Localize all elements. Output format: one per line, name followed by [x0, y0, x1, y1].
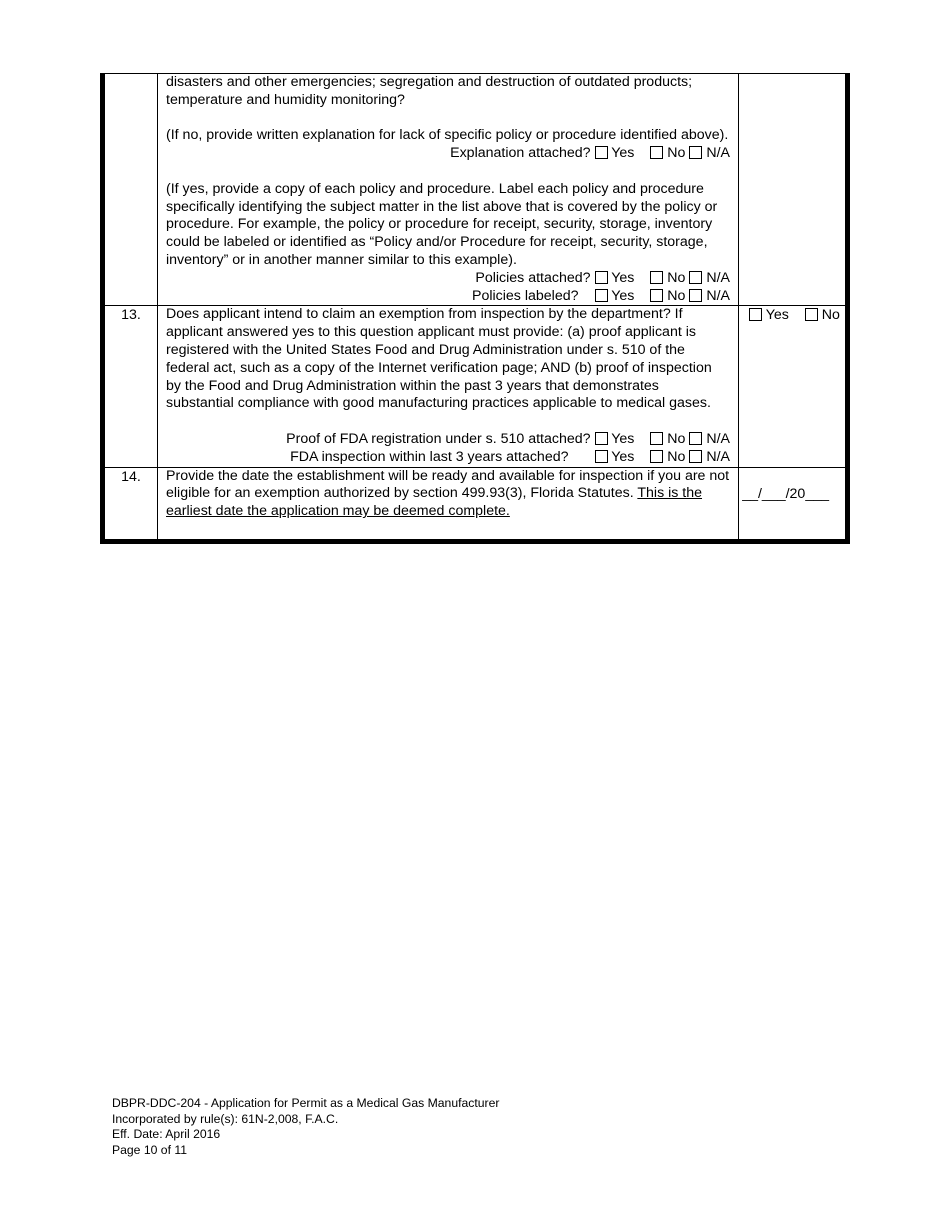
application-form-table [100, 73, 850, 544]
policies-attached-line [166, 270, 730, 288]
answer-cell [739, 306, 848, 467]
answer-cell [739, 74, 848, 306]
fda-inspection-yes-checkbox[interactable] [595, 450, 608, 463]
yes-label: Yes [611, 145, 635, 162]
no-label: No [821, 307, 840, 324]
fda-registration-no-checkbox[interactable] [650, 432, 663, 445]
footer-page-number: Page 10 of 11 [112, 1142, 187, 1157]
explanation-na-checkbox[interactable] [689, 146, 702, 159]
row-14-number: 14. [121, 468, 141, 485]
no-label: No [667, 269, 686, 286]
yes-label: Yes [611, 430, 635, 447]
fda-inspection-na-checkbox[interactable] [689, 450, 702, 463]
question-cell [158, 306, 739, 467]
policies-attached-label: Policies attached? [475, 269, 591, 286]
fda-inspection-label: FDA inspection within last 3 years attached? [290, 448, 569, 465]
row12-para-3: (If yes, provide a copy of each policy and procedure. Label each policy and procedure specifically identifying the subject matter in the list above that is covered by the policy or procedure. For example, the policy or procedure for receipt, security, storage, inventory could be labeled or identified as “Policy and/or Procedure for receipt, security, storage, inventory” or in another manner similar to this example). [166, 180, 718, 268]
policies-labeled-na-checkbox[interactable] [689, 289, 702, 302]
policies-labeled-line [166, 288, 730, 306]
fda-registration-label: Proof of FDA registration under s. 510 attached? [286, 430, 591, 447]
row-number-cell [103, 306, 158, 467]
policies-labeled-yes-checkbox[interactable] [595, 289, 608, 302]
explanation-attached-line [166, 145, 730, 163]
na-label: N/A [706, 145, 730, 162]
no-label: No [667, 430, 686, 447]
yes-label: Yes [765, 307, 789, 324]
row-13-number: 13. [121, 307, 141, 324]
row12-para-2: (If no, provide written explanation for lack of specific policy or procedure identified above). [166, 127, 729, 144]
question-cell [158, 74, 739, 306]
form-row-13 [103, 306, 848, 467]
row14-question-underlined: This is the earliest date the application may be deemed complete. [166, 485, 703, 520]
document-footer [112, 1096, 499, 1158]
inspection-date-field[interactable] [739, 467, 848, 541]
explanation-yes-checkbox[interactable] [595, 146, 608, 159]
fda-registration-yes-checkbox[interactable] [595, 432, 608, 445]
form-row-12-continued [103, 74, 848, 306]
inspection-date-template: __/___/20___ [742, 485, 829, 502]
row-number-cell [103, 74, 158, 306]
na-label: N/A [706, 287, 730, 304]
policies-attached-no-checkbox[interactable] [650, 271, 663, 284]
footer-rule: Incorporated by rule(s): 61N-2,008, F.A.C. [112, 1111, 339, 1126]
row12-para-1: disasters and other emergencies; segregation and destruction of outdated products; temperature and humidity monitoring? [166, 74, 693, 108]
row14-question [166, 468, 730, 521]
policies-attached-yes-checkbox[interactable] [595, 271, 608, 284]
no-label: No [667, 145, 686, 162]
policies-labeled-label: Policies labeled? [472, 287, 579, 304]
no-label: No [667, 448, 686, 465]
footer-form-title: DBPR-DDC-204 - Application for Permit as a Medical Gas Manufacturer [112, 1096, 500, 1110]
exemption-no-checkbox[interactable] [805, 308, 818, 321]
explanation-attached-label: Explanation attached? [450, 145, 591, 162]
row-number-cell [103, 467, 158, 541]
na-label: N/A [706, 430, 730, 447]
fda-registration-na-checkbox[interactable] [689, 432, 702, 445]
row13-question: Does applicant intend to claim an exemption from inspection by the department? If applicant answered yes to this question applicant must provide: (a) proof applicant is registered with the United States Food and Drug Administration under s. 510 of the federal act, such as a copy of the Internet verification page; AND (b) proof of inspection by the Food and Drug Administration within the past 3 years that demonstrates substantial compliance with good manufacturing practices applicable to medical gases. [166, 306, 712, 412]
policies-labeled-no-checkbox[interactable] [650, 289, 663, 302]
fda-inspection-no-checkbox[interactable] [650, 450, 663, 463]
yes-label: Yes [611, 287, 635, 304]
fda-registration-line [166, 431, 730, 449]
no-label: No [667, 287, 686, 304]
form-row-14 [103, 467, 848, 541]
question-cell [158, 467, 739, 541]
footer-eff-date: Eff. Date: April 2016 [112, 1127, 221, 1142]
yes-label: Yes [611, 448, 635, 465]
explanation-no-checkbox[interactable] [650, 146, 663, 159]
policies-attached-na-checkbox[interactable] [689, 271, 702, 284]
fda-inspection-line [166, 449, 730, 467]
row14-question-text: Provide the date the establishment will be ready and available for inspection if you are not eligible for an exemption authorized by section 499.93(3), Florida Statutes. [166, 467, 730, 502]
na-label: N/A [706, 269, 730, 286]
na-label: N/A [706, 448, 730, 465]
exemption-yes-checkbox[interactable] [749, 308, 762, 321]
yes-label: Yes [611, 269, 635, 286]
exemption-answer [739, 306, 845, 325]
